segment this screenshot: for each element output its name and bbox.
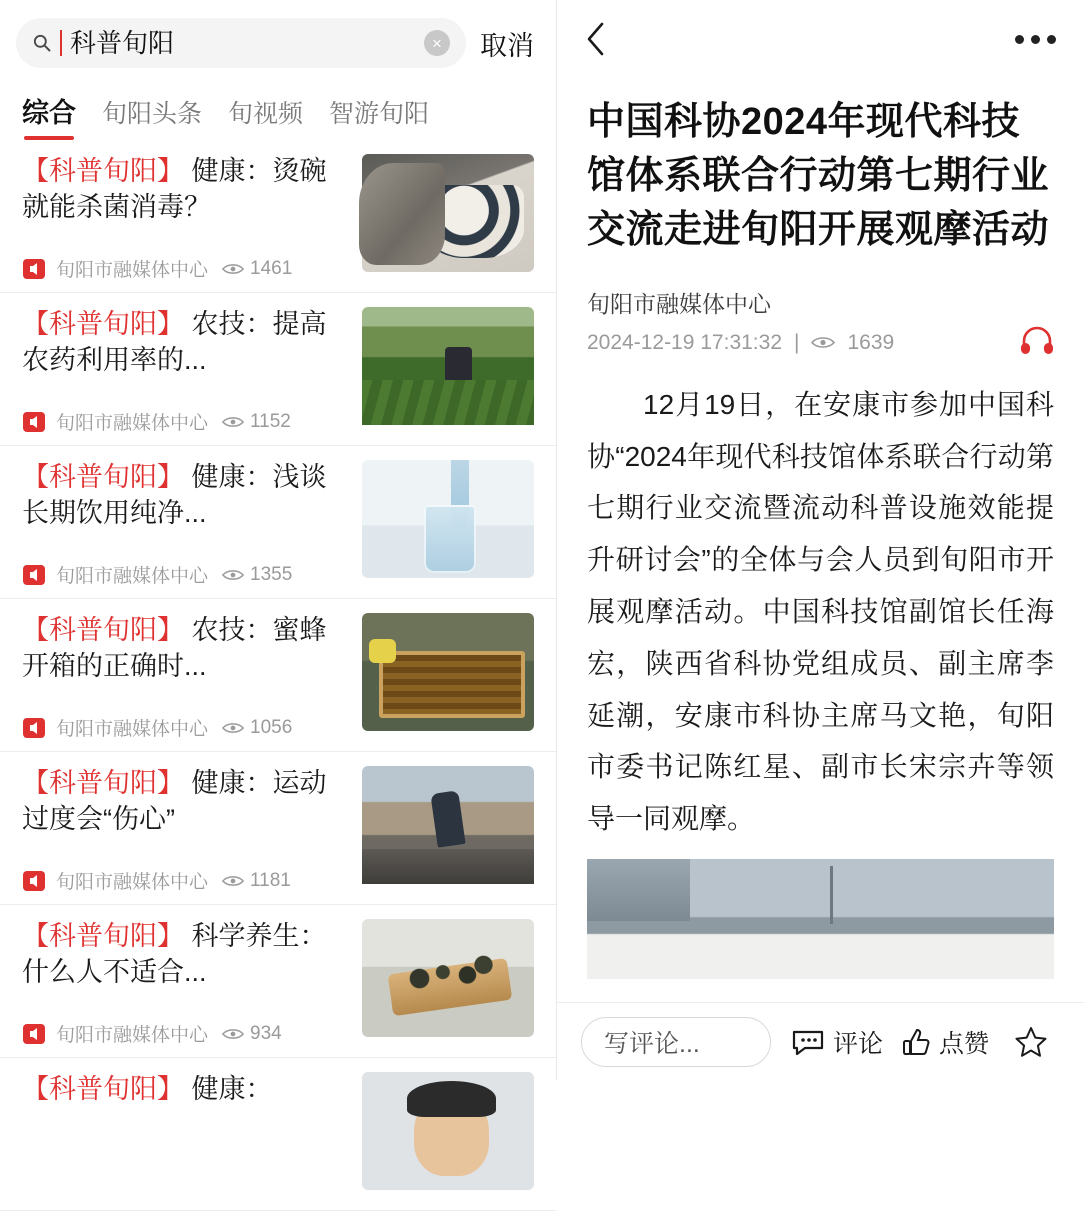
result-thumbnail[interactable] [362, 307, 534, 425]
result-view-count: 934 [250, 1022, 282, 1044]
eye-icon [222, 874, 244, 888]
article-pane [556, 0, 1084, 1080]
comment-bubble-icon [791, 1028, 825, 1056]
result-meta [22, 1020, 348, 1047]
result-content [22, 460, 348, 588]
result-title-highlight: 【科普旬阳】 [22, 615, 184, 645]
result-title-rest: 科学养生：什么人不适合... [22, 921, 327, 987]
result-content [22, 154, 348, 282]
more-dots-icon[interactable] [1015, 35, 1056, 44]
comment-button[interactable] [791, 1024, 883, 1060]
result-view-count: 1461 [250, 257, 293, 279]
result-view-count: 1056 [250, 716, 293, 738]
result-thumbnail[interactable] [362, 1072, 534, 1190]
list-item[interactable] [0, 293, 556, 446]
result-title-rest: 农技：蜜蜂开箱的正确时... [22, 615, 327, 681]
result-title-rest: 健康： [184, 1074, 273, 1104]
result-thumbnail[interactable] [362, 919, 534, 1037]
result-title [22, 460, 348, 531]
eye-icon [811, 335, 835, 350]
result-title [22, 613, 348, 684]
list-item[interactable] [0, 446, 556, 599]
speaker-icon[interactable] [22, 411, 46, 433]
result-title [22, 766, 348, 837]
list-item[interactable] [0, 599, 556, 752]
article-datetime: 2024-12-19 17:31:32 [587, 330, 782, 354]
results-list [0, 140, 556, 1211]
thumb-up-icon [903, 1028, 931, 1056]
result-title-rest: 健康：运动过度会“伤心” [22, 768, 327, 834]
result-content [22, 307, 348, 435]
result-view-count: 1355 [250, 563, 293, 585]
result-title [22, 154, 348, 225]
eye-icon [222, 1027, 244, 1041]
cancel-button[interactable]: 取消 [480, 30, 534, 61]
result-views [222, 717, 292, 739]
list-item[interactable] [0, 140, 556, 293]
article-views: 1639 [847, 330, 895, 354]
tab-comprehensive[interactable]: 综合 [22, 91, 76, 140]
result-meta [22, 255, 348, 282]
result-content [22, 766, 348, 894]
result-content [22, 919, 348, 1047]
result-meta [22, 714, 348, 741]
result-title-highlight: 【科普旬阳】 [22, 309, 184, 339]
result-title-highlight: 【科普旬阳】 [22, 1074, 184, 1104]
comment-input[interactable]: 写评论... [581, 1017, 771, 1067]
result-thumbnail[interactable] [362, 460, 534, 578]
like-button[interactable] [903, 1024, 989, 1060]
eye-icon [222, 262, 244, 276]
article-header [557, 0, 1084, 78]
tab-xunyang-headlines[interactable]: 旬阳头条 [102, 100, 203, 128]
search-icon [32, 33, 52, 53]
speaker-icon[interactable] [22, 258, 46, 280]
eye-icon [222, 415, 244, 429]
result-source: 旬阳市融媒体中心 [56, 872, 209, 893]
result-meta [22, 408, 348, 435]
result-title [22, 307, 348, 378]
result-views [222, 870, 291, 892]
back-chevron-icon[interactable] [585, 21, 607, 57]
speaker-icon[interactable] [22, 1023, 46, 1045]
result-source: 旬阳市融媒体中心 [56, 1025, 209, 1046]
result-title-rest: 健康：烫碗就能杀菌消毒？ [22, 156, 327, 222]
comment-label: 评论 [833, 1029, 884, 1058]
result-title [22, 1072, 348, 1108]
result-thumbnail[interactable] [362, 154, 534, 272]
eye-icon [222, 568, 244, 582]
tab-xun-video[interactable]: 旬视频 [228, 100, 304, 128]
result-title [22, 919, 348, 990]
speaker-icon[interactable] [22, 717, 46, 739]
result-title-highlight: 【科普旬阳】 [22, 462, 184, 492]
result-source: 旬阳市融媒体中心 [56, 260, 209, 281]
search-bar [0, 0, 556, 78]
result-meta [22, 561, 348, 588]
result-thumbnail[interactable] [362, 613, 534, 731]
article-body [557, 78, 1084, 979]
article-title: 中国科协2024年现代科技馆体系联合行动第七期行业交流走进旬阳开展观摩活动 [587, 101, 1050, 251]
article-image [587, 859, 1054, 979]
tab-smart-travel[interactable]: 智游旬阳 [329, 100, 430, 128]
result-content [22, 1072, 348, 1200]
result-title-highlight: 【科普旬阳】 [22, 156, 184, 186]
article-separator: | [794, 330, 800, 354]
result-views [222, 258, 292, 280]
result-views [222, 1023, 282, 1045]
result-meta [22, 867, 348, 894]
clear-icon[interactable]: × [424, 30, 450, 56]
result-thumbnail[interactable] [362, 766, 534, 884]
star-icon[interactable] [1015, 1026, 1047, 1058]
result-tabs [0, 78, 556, 140]
search-results-pane [0, 0, 556, 1104]
result-source: 旬阳市融媒体中心 [56, 719, 209, 740]
result-source: 旬阳市融媒体中心 [56, 413, 209, 434]
result-source: 旬阳市融媒体中心 [56, 566, 209, 587]
result-views [222, 564, 292, 586]
search-input[interactable] [16, 18, 466, 68]
like-label: 点赞 [939, 1029, 990, 1058]
list-item[interactable] [0, 752, 556, 905]
article-bottom-bar [557, 1002, 1084, 1080]
result-content [22, 613, 348, 741]
search-query-text: 科普旬阳 [70, 28, 175, 58]
speaker-icon[interactable] [22, 564, 46, 586]
result-view-count: 1152 [250, 410, 291, 432]
article-paragraph: 12月19日，在安康市参加中国科协“2024年现代科技馆体系联合行动第七期行业交流暨流动科普设施效能提升研讨会”的全体与会人员到旬阳市开展观摩活动。中国科技馆副馆长任海宏，陕西省科协党组成员、副主席李延潮，安康市科协主席马文艳，旬阳市委书记陈红星、副市长宋宗卉等领导一同观摩。 [587, 388, 1054, 835]
result-views [222, 411, 291, 433]
result-view-count: 1181 [250, 869, 291, 891]
result-title-rest: 农技：提高农药利用率的... [22, 309, 327, 375]
speaker-icon[interactable] [22, 870, 46, 892]
result-title-highlight: 【科普旬阳】 [22, 921, 184, 951]
eye-icon [222, 721, 244, 735]
headphone-icon[interactable] [1020, 327, 1054, 355]
text-caret [60, 30, 62, 56]
article-subline [587, 331, 1054, 355]
result-title-rest: 健康：浅谈长期饮用纯净... [22, 462, 327, 528]
result-title-highlight: 【科普旬阳】 [22, 768, 184, 798]
list-item[interactable] [0, 905, 556, 1058]
list-item[interactable] [0, 1058, 556, 1211]
article-source: 旬阳市融媒体中心 [587, 290, 771, 317]
